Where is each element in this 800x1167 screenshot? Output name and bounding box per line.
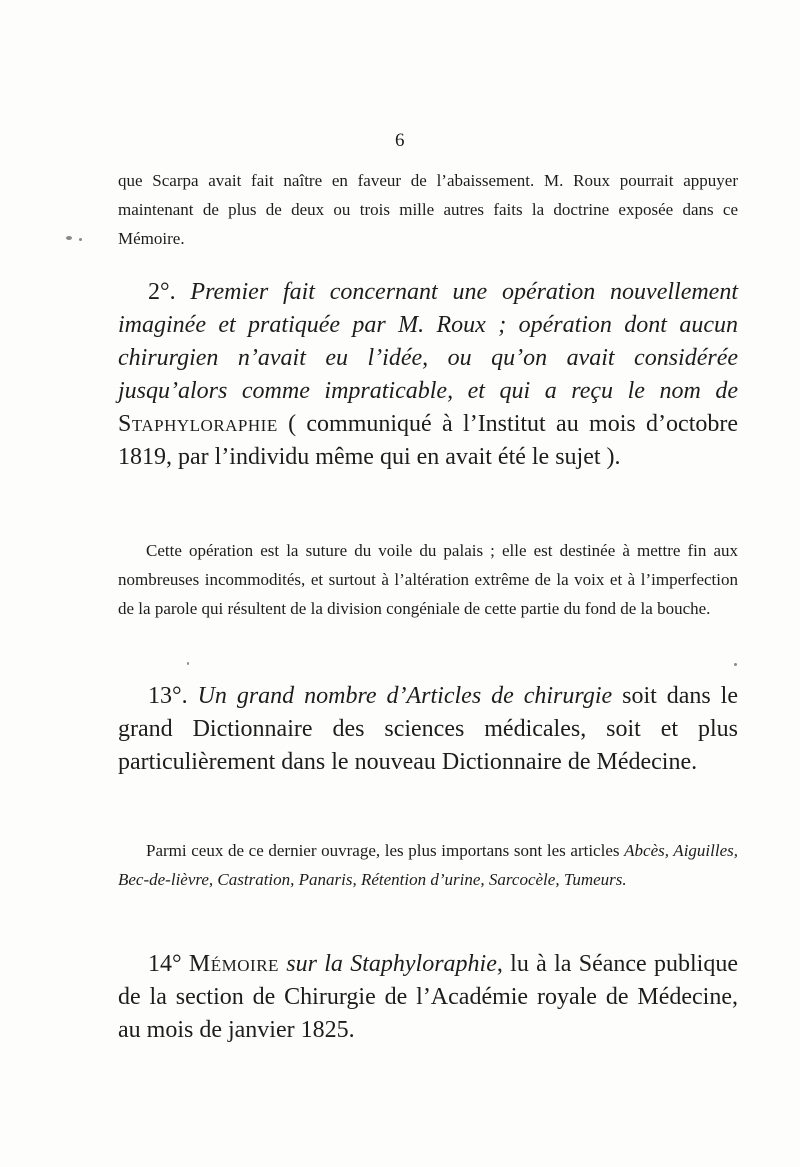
note-12-text: Cette opération est la suture du voile du palais ; elle est destinée à mettre fin aux nombreuses incommodités, et surtout à l’altération extrême de la voix et à l’imperfection de la parole qui résultent de la division congéniale de cette partie du fond de la bouche. bbox=[118, 541, 738, 618]
item-13-number: 13°. bbox=[148, 683, 188, 709]
note-13-paragraph bbox=[118, 836, 738, 894]
item-14-number: 14° bbox=[148, 951, 182, 977]
note-13-articles: Abcès, Aiguilles, Bec-de-lièvre, Castration, Panaris, Rétention d’urine, Sarcocèle, Tumeurs. bbox=[118, 841, 738, 889]
item-13-rest: soit dans le grand Dictionnaire des sciences médicales, soit et plus particulièrement dans le nouveau Dictionnaire de Médecine. bbox=[118, 683, 739, 775]
paper-speck bbox=[66, 236, 72, 240]
item-14-paragraph bbox=[118, 948, 738, 1047]
item-14-italic-text: sur la Staphyloraphie bbox=[286, 951, 497, 977]
item-12-paragraph bbox=[118, 276, 738, 474]
item-12-rest: ( communiqué à l’Institut au mois d’octobre 1819, par l’individu même qui en avait été le sujet ). bbox=[118, 411, 739, 470]
item-12-smallcaps: Staphyloraphie bbox=[118, 411, 278, 437]
paper-speck bbox=[734, 663, 737, 666]
item-14-rest: , lu à la Séance publique de la section de Chirurgie de l’Académie royale de Médecine, au mois de janvier 1825. bbox=[118, 951, 739, 1043]
note-12-paragraph bbox=[118, 536, 738, 623]
paper-speck bbox=[79, 238, 82, 241]
item-13-paragraph bbox=[118, 680, 738, 779]
item-12-italic-text: Premier fait concernant une opération nouvellement imaginée et pratiquée par M. Roux ; opération dont aucun chirurgien n’avait eu l’idée, ou qu’on avait considérée jusqu’alors comme impraticable, et qui a reçu le nom de bbox=[118, 279, 738, 404]
note-13-intro: Parmi ceux de ce dernier ouvrage, les plus importans sont les articles bbox=[146, 841, 620, 860]
item-14-smallcaps: Mémoire bbox=[188, 951, 279, 977]
page-number: 6 bbox=[395, 130, 405, 151]
intro-text: que Scarpa avait fait naître en faveur de l’abaissement. M. Roux pourrait appuyer maintenant de plus de deux ou trois mille autres faits la doctrine exposée dans ce Mémoire. bbox=[118, 171, 738, 248]
item-12-number: 2°. bbox=[148, 279, 176, 305]
item-13-italic-text: Un grand nombre d’Articles de chirurgie bbox=[197, 683, 613, 709]
intro-paragraph bbox=[118, 166, 738, 253]
paper-speck bbox=[187, 662, 189, 665]
